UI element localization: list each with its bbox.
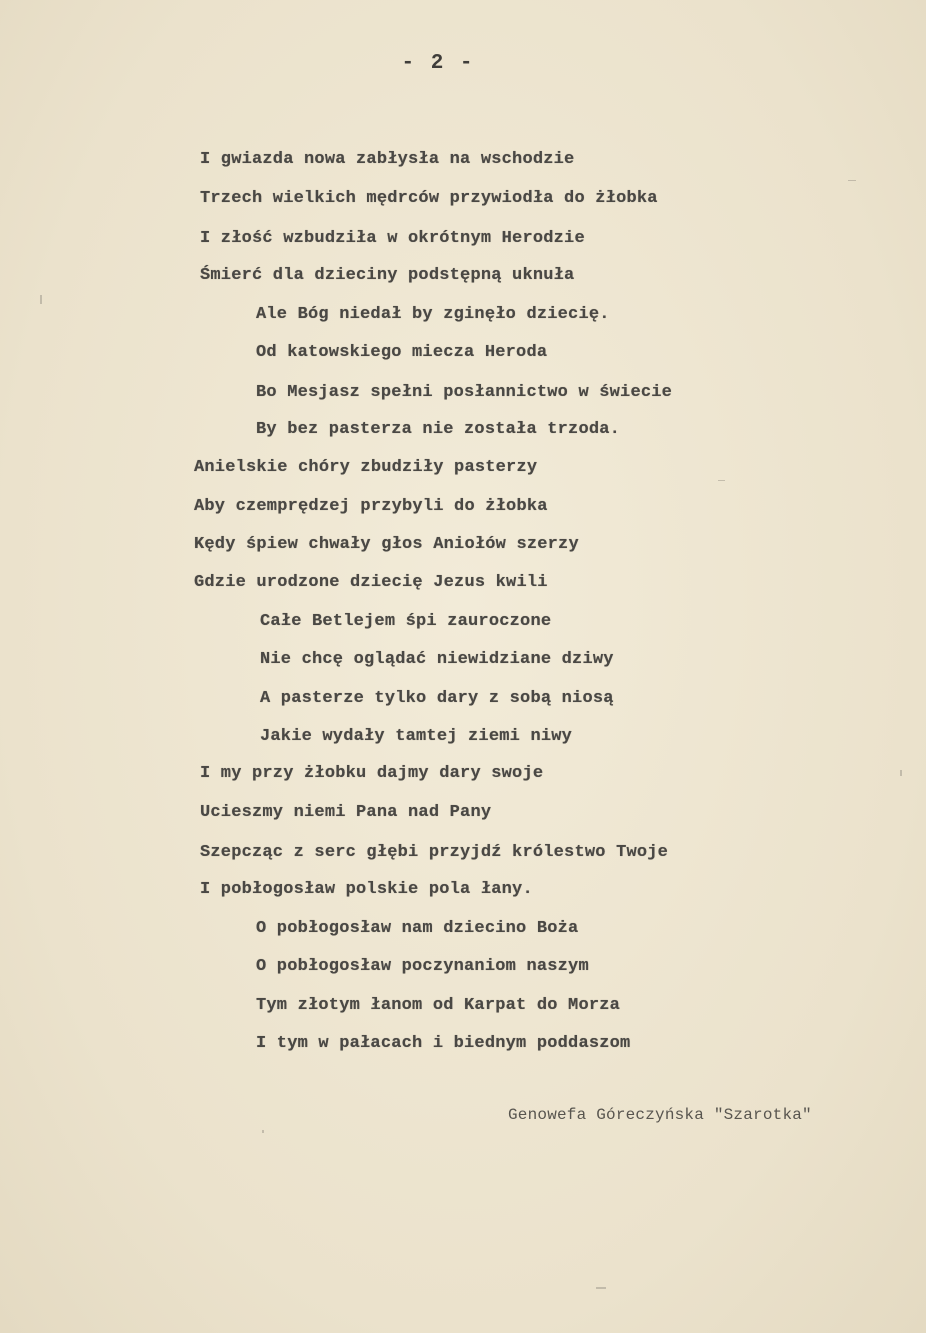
- poem-line: Aby czemprędzej przybyli do żłobka: [194, 497, 548, 516]
- paper-speck: [596, 1287, 606, 1289]
- paper-speck: [40, 295, 42, 304]
- poem-line: By bez pasterza nie została trzoda.: [256, 420, 621, 439]
- poem-line: Kędy śpiew chwały głos Aniołów szerzy: [194, 535, 579, 554]
- poem-line: A pasterze tylko dary z sobą niosą: [260, 689, 614, 708]
- poem-line: Szepcząc z serc głębi przyjdź królestwo Twoje: [200, 843, 669, 862]
- poem-line: I gwiazda nowa zabłysła na wschodzie: [200, 150, 575, 169]
- paper-speck: [900, 770, 902, 776]
- page-number: - 2 -: [401, 52, 475, 75]
- poem-line: Trzech wielkich mędrców przywiodła do żłobka: [200, 189, 658, 208]
- poem-line: Anielskie chóry zbudziły pasterzy: [194, 458, 538, 477]
- poem-line: Ucieszmy niemi Pana nad Pany: [200, 803, 492, 822]
- poem-line: Całe Betlejem śpi zauroczone: [260, 612, 552, 631]
- poem-line: I my przy żłobku dajmy dary swoje: [200, 764, 544, 783]
- paper-speck: [848, 180, 856, 181]
- poem-line: Jakie wydały tamtej ziemi niwy: [260, 727, 573, 746]
- signature: Genowefa Góreczyńska "Szarotka": [508, 1106, 812, 1124]
- poem-line: Bo Mesjasz spełni posłannictwo w świecie: [256, 383, 673, 402]
- poem-line: Nie chcę oglądać niewidziane dziwy: [260, 650, 614, 669]
- poem-line: I tym w pałacach i biednym poddaszom: [256, 1034, 631, 1053]
- poem-line: Śmierć dla dzieciny podstępną uknuła: [200, 266, 575, 285]
- paper-speck: [718, 480, 725, 481]
- paper-speck: [262, 1130, 264, 1133]
- poem-line: Ale Bóg niedał by zginęło dziecię.: [256, 305, 610, 324]
- poem-line: Gdzie urodzone dziecię Jezus kwili: [194, 573, 548, 592]
- poem-line: O pobłogosław poczynaniom naszym: [256, 957, 589, 976]
- poem-line: Od katowskiego miecza Heroda: [256, 343, 548, 362]
- poem-line: I pobłogosław polskie pola łany.: [200, 880, 533, 899]
- poem-line: Tym złotym łanom od Karpat do Morza: [256, 996, 621, 1015]
- poem-line: O pobłogosław nam dziecino Boża: [256, 919, 579, 938]
- poem-line: I złość wzbudziła w okrótnym Herodzie: [200, 229, 585, 248]
